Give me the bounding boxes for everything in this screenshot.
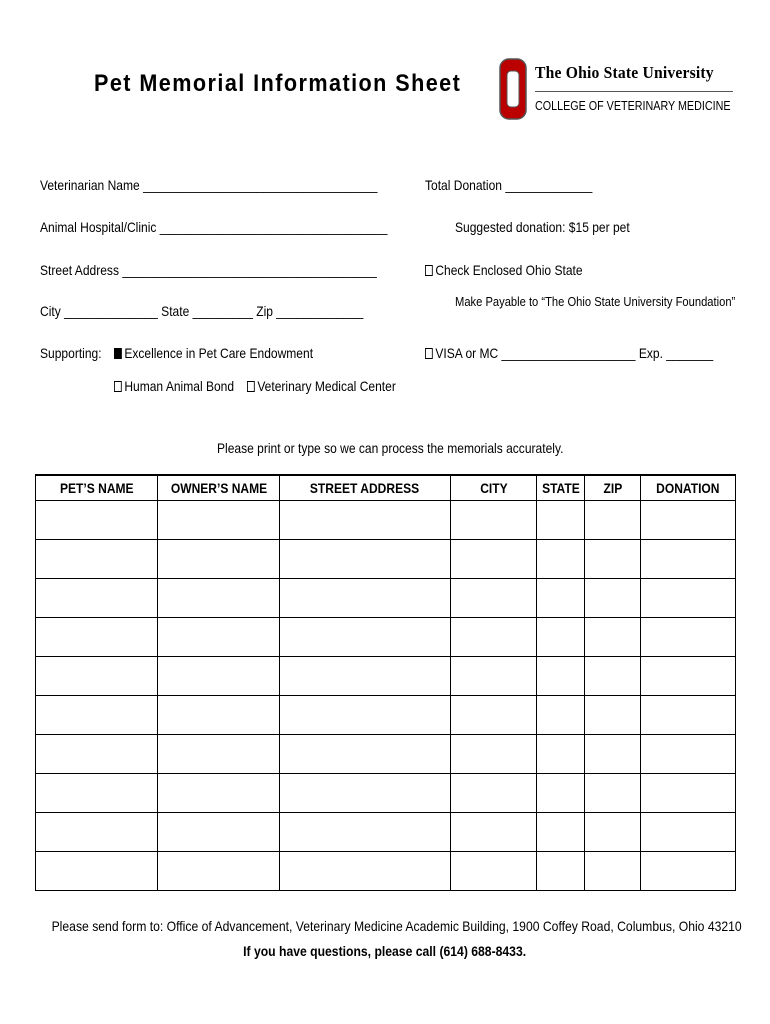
- table-cell[interactable]: [537, 735, 585, 774]
- table-cell[interactable]: [158, 579, 280, 618]
- checkbox-icon[interactable]: [425, 265, 433, 276]
- street-address-field[interactable]: Street Address ______________________________________: [40, 262, 377, 278]
- block-o-logo-icon: [499, 58, 527, 120]
- table-cell[interactable]: [158, 735, 280, 774]
- table-cell[interactable]: [641, 579, 736, 618]
- table-row: [36, 501, 736, 540]
- table-cell[interactable]: [451, 735, 537, 774]
- table-cell[interactable]: [641, 657, 736, 696]
- table-cell[interactable]: [537, 696, 585, 735]
- table-cell[interactable]: [36, 696, 158, 735]
- university-logo: [499, 58, 735, 120]
- suggested-donation-text: Suggested donation: $15 per pet: [455, 219, 630, 235]
- logo-divider: [535, 91, 733, 92]
- table-row: [36, 696, 736, 735]
- supporting-option-human-animal-bond[interactable]: [114, 378, 234, 394]
- instructions-text: Please print or type so we can process the memorials accurately.: [217, 440, 564, 456]
- table-cell[interactable]: [451, 813, 537, 852]
- table-cell[interactable]: [451, 657, 537, 696]
- table-header-row: [36, 475, 736, 501]
- checkbox-icon[interactable]: [114, 381, 122, 392]
- table-cell[interactable]: [585, 657, 641, 696]
- column-header: ZIP: [585, 475, 641, 501]
- table-cell[interactable]: [451, 696, 537, 735]
- table-cell[interactable]: [537, 579, 585, 618]
- memorial-table: [35, 474, 736, 891]
- table-cell[interactable]: [36, 657, 158, 696]
- table-cell[interactable]: [585, 696, 641, 735]
- supporting-option-label: Human Animal Bond: [124, 378, 235, 394]
- table-body: [36, 501, 736, 891]
- table-cell[interactable]: [585, 774, 641, 813]
- table-cell[interactable]: [641, 501, 736, 540]
- supporting-label: Supporting:: [40, 345, 102, 361]
- supporting-option-label: Excellence in Pet Care Endowment: [124, 345, 314, 361]
- table-cell[interactable]: [158, 657, 280, 696]
- table-cell[interactable]: [585, 501, 641, 540]
- column-header: CITY: [451, 475, 537, 501]
- footer-address-text: Please send form to: Office of Advancement, Veterinary Medicine Academic Building, 1900 Coffey Road, Columbus, Ohio 43210: [51, 918, 742, 934]
- table-row: [36, 774, 736, 813]
- checkbox-icon[interactable]: [247, 381, 255, 392]
- table-cell[interactable]: [158, 852, 280, 891]
- table-cell[interactable]: [158, 696, 280, 735]
- table-cell[interactable]: [537, 657, 585, 696]
- table-cell[interactable]: [280, 735, 451, 774]
- table-cell[interactable]: [537, 774, 585, 813]
- check-enclosed-option[interactable]: [425, 262, 583, 278]
- table-cell[interactable]: [537, 501, 585, 540]
- table-row: [36, 852, 736, 891]
- table-cell[interactable]: [451, 579, 537, 618]
- table-cell[interactable]: [641, 774, 736, 813]
- make-payable-text: Make Payable to “The Ohio State University Foundation”: [455, 294, 736, 309]
- total-donation-field[interactable]: Total Donation _____________: [425, 177, 593, 193]
- table-cell[interactable]: [36, 501, 158, 540]
- table-cell[interactable]: [158, 813, 280, 852]
- visa-mc-field[interactable]: VISA or MC ____________________ Exp. _______: [435, 345, 714, 361]
- table-cell[interactable]: [280, 540, 451, 579]
- veterinarian-name-field[interactable]: Veterinarian Name ___________________________________: [40, 177, 378, 193]
- table-cell[interactable]: [280, 618, 451, 657]
- supporting-option-label: Veterinary Medical Center: [257, 378, 396, 394]
- university-name: The Ohio State University: [535, 63, 714, 82]
- table-cell[interactable]: [280, 696, 451, 735]
- table-row: [36, 540, 736, 579]
- visa-mc-option[interactable]: [425, 345, 713, 361]
- table-cell[interactable]: [36, 813, 158, 852]
- column-header: PET’S NAME: [36, 475, 158, 501]
- table-cell[interactable]: [585, 735, 641, 774]
- column-header: OWNER’S NAME: [158, 475, 280, 501]
- table-cell[interactable]: [585, 618, 641, 657]
- table-cell[interactable]: [280, 774, 451, 813]
- table-cell[interactable]: [537, 813, 585, 852]
- table-cell[interactable]: [158, 618, 280, 657]
- checked-checkbox-icon[interactable]: [114, 348, 122, 359]
- table-cell[interactable]: [585, 813, 641, 852]
- page-title: Pet Memorial Information Sheet: [94, 70, 462, 97]
- table-cell[interactable]: [537, 852, 585, 891]
- table-row: [36, 618, 736, 657]
- table-cell[interactable]: [641, 696, 736, 735]
- table-cell[interactable]: [641, 852, 736, 891]
- table-cell[interactable]: [641, 540, 736, 579]
- checkbox-icon[interactable]: [425, 348, 433, 359]
- table-cell[interactable]: [36, 852, 158, 891]
- animal-hospital-field[interactable]: Animal Hospital/Clinic __________________________________: [40, 219, 388, 235]
- table-row: [36, 735, 736, 774]
- table-cell[interactable]: [280, 501, 451, 540]
- table-cell[interactable]: [36, 735, 158, 774]
- table-cell[interactable]: [158, 774, 280, 813]
- table-cell[interactable]: [158, 501, 280, 540]
- column-header: STATE: [537, 475, 585, 501]
- footer-questions-text: If you have questions, please call (614) 688-8433.: [243, 943, 527, 959]
- table-cell[interactable]: [280, 657, 451, 696]
- college-name: COLLEGE OF VETERINARY MEDICINE: [535, 99, 731, 113]
- footer-address: [0, 918, 770, 934]
- table-cell[interactable]: [158, 540, 280, 579]
- table-cell[interactable]: [585, 540, 641, 579]
- table-cell[interactable]: [641, 618, 736, 657]
- check-enclosed-label: Check Enclosed Ohio State: [435, 262, 583, 278]
- table-cell[interactable]: [537, 540, 585, 579]
- table-cell[interactable]: [451, 501, 537, 540]
- table-cell[interactable]: [451, 852, 537, 891]
- table-cell[interactable]: [36, 579, 158, 618]
- table-cell[interactable]: [36, 618, 158, 657]
- column-header: DONATION: [641, 475, 736, 501]
- table-cell[interactable]: [585, 852, 641, 891]
- table-cell[interactable]: [451, 540, 537, 579]
- table-cell[interactable]: [537, 618, 585, 657]
- table-cell[interactable]: [451, 618, 537, 657]
- table-cell[interactable]: [585, 579, 641, 618]
- supporting-option-veterinary-medical-center[interactable]: [247, 378, 396, 394]
- table-row: [36, 579, 736, 618]
- footer-questions: [0, 943, 770, 959]
- table-row: [36, 657, 736, 696]
- table-cell[interactable]: [36, 540, 158, 579]
- table-cell[interactable]: [280, 579, 451, 618]
- table-cell[interactable]: [36, 774, 158, 813]
- supporting-option-excellence[interactable]: [114, 345, 313, 361]
- city-state-zip-field[interactable]: City ______________ State _________ Zip _____________: [40, 303, 364, 319]
- column-header: STREET ADDRESS: [280, 475, 451, 501]
- table-cell[interactable]: [280, 813, 451, 852]
- table-cell[interactable]: [280, 852, 451, 891]
- table-cell[interactable]: [641, 735, 736, 774]
- table-row: [36, 813, 736, 852]
- table-cell[interactable]: [451, 774, 537, 813]
- table-cell[interactable]: [641, 813, 736, 852]
